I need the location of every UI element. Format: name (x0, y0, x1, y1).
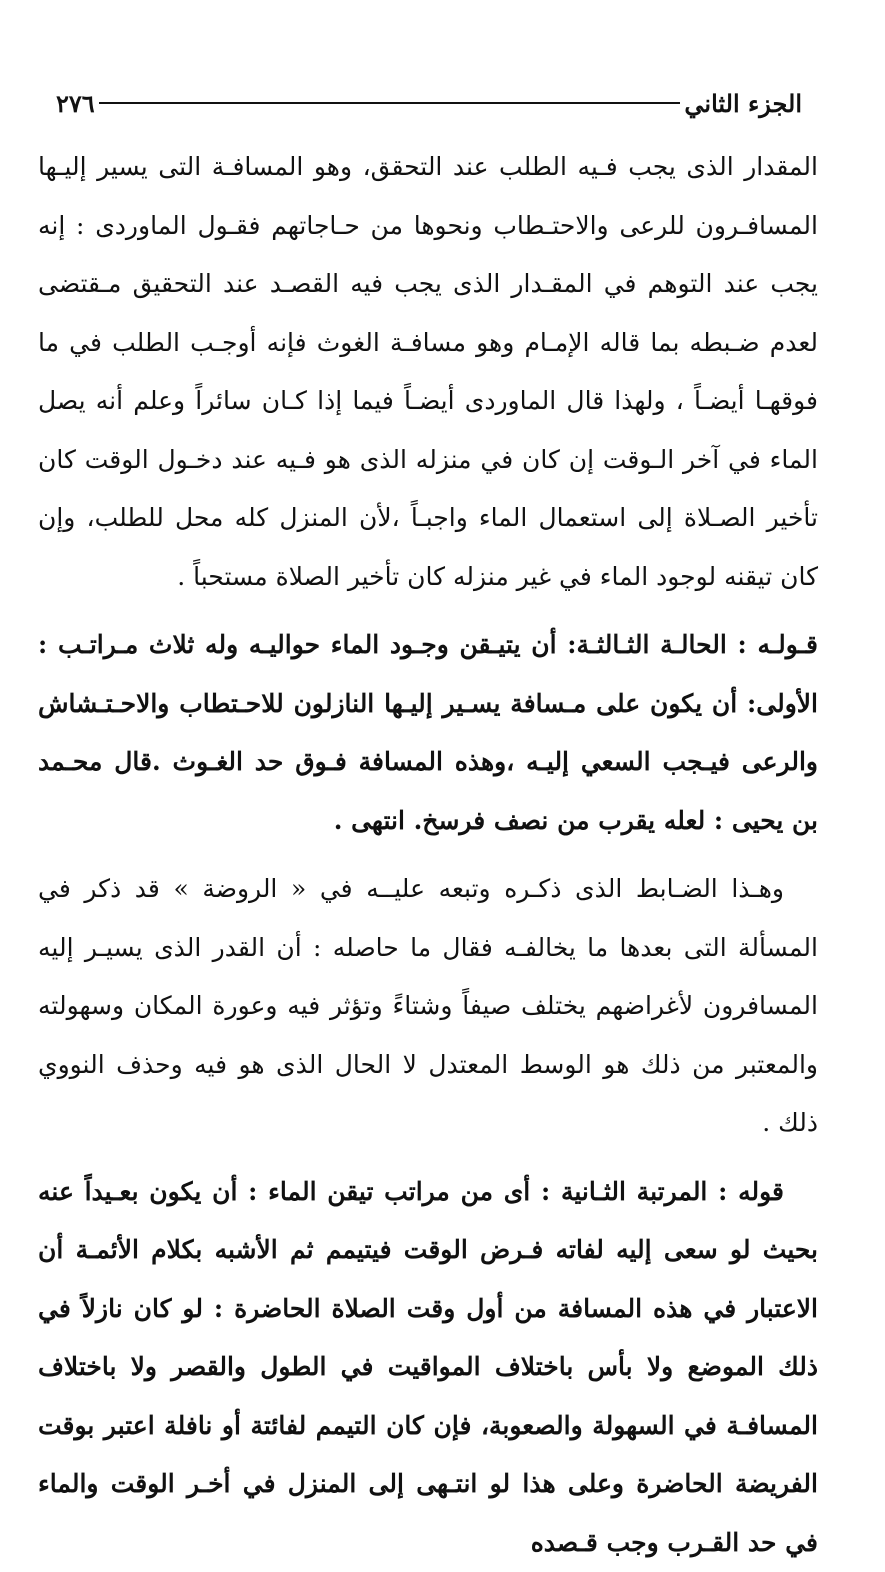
paragraph-commentary: وهـذا الضـابط الذى ذكـره وتبعه عليــه في « الروضة » قد ذكر في المسألة التى بعدها ما يخالفـه فقال ما حاصله : أن القدر الذى يسيـر إليه المسافرون لأغراضهم يختلف صيفاً وشتاءً وتؤثر فيه وعورة المكان وسهولته والمعتبر من ذلك هو الوسط المعتدل لا الحال الذى هو فيه وحذف النووي ذلك . (38, 860, 818, 1153)
paragraph-second-rank: قوله : المرتبة الثـانية : أى من مراتب تيقن الماء : أن يكون بعـيداً عنه بحيث لو سعى إليه لفاته فـرض الوقت فيتيمم ثم الأشبه بكلام الأئمـة أن الاعتبار في هذه المسافة من أول وقت الصلاة الحاضرة : لو كان نازلاً في ذلك الموضع ولا بأس باختلاف المواقيت في الطول والقصر ولا باختلاف المسافـة في السهولة والصعوبة، فإن كان التيمم لفائتة أو نافلة اعتبر بوقت الفريضة الحاضرة وعلى هذا لو انتـهى إلى المنزل في أخـر الوقت والماء في حد القـرب وجب قـصده (38, 1163, 818, 1572)
section-title: الجزء الثاني (684, 89, 818, 118)
paragraph-third-case: قـولـه : الحالـة الثـالثـة: أن يتيـقن وجـود الماء حواليـه وله ثلاث مـراتـب : الأولى: أن يكون على مـسافة يسـير إليـها النازلون للاحـتطاب والاحـتـشاش والرعى فيـجب السعي إليـه ،وهذه المسافة فـوق حد الغـوث .قال محـمد بن يحيى : لعله يقرب من نصف فرسخ. انتهى . (38, 616, 818, 850)
header-rule (99, 102, 681, 104)
page-number: ٢٧٦ (38, 89, 95, 118)
running-header (38, 82, 818, 124)
book-page (38, 82, 818, 1372)
paragraph-continuation: المقدار الذى يجب فـيه الطلب عند التحقق، وهو المسافـة التى يسير إليـها المسافـرون للرعى والاحتـطاب ونحوها من حـاجاتهم فقـول الماوردى : إنه يجب عند التوهم في المقـدار الذى يجب فيه القصـد عند التحقيق مـقتضى لعدم ضـبطه بما قاله الإمـام وهو مسافـة الغوث فإنه أوجـب الطلب في ما فوقهـا أيضـاً ، ولهذا قال الماوردى أيضـاً فيما إذا كـان سائراً وعلم أنه يصل الماء في آخر الـوقت إن كان في منزله الذى هو فـيه عند دخـول الوقت كان تأخير الصـلاة إلى استعمال الماء واجبـاً ،لأن المنزل كله محل للطلب، وإن كان تيقنه لوجود الماء في غير منزله كان تأخير الصلاة مستحباً . (38, 138, 818, 606)
